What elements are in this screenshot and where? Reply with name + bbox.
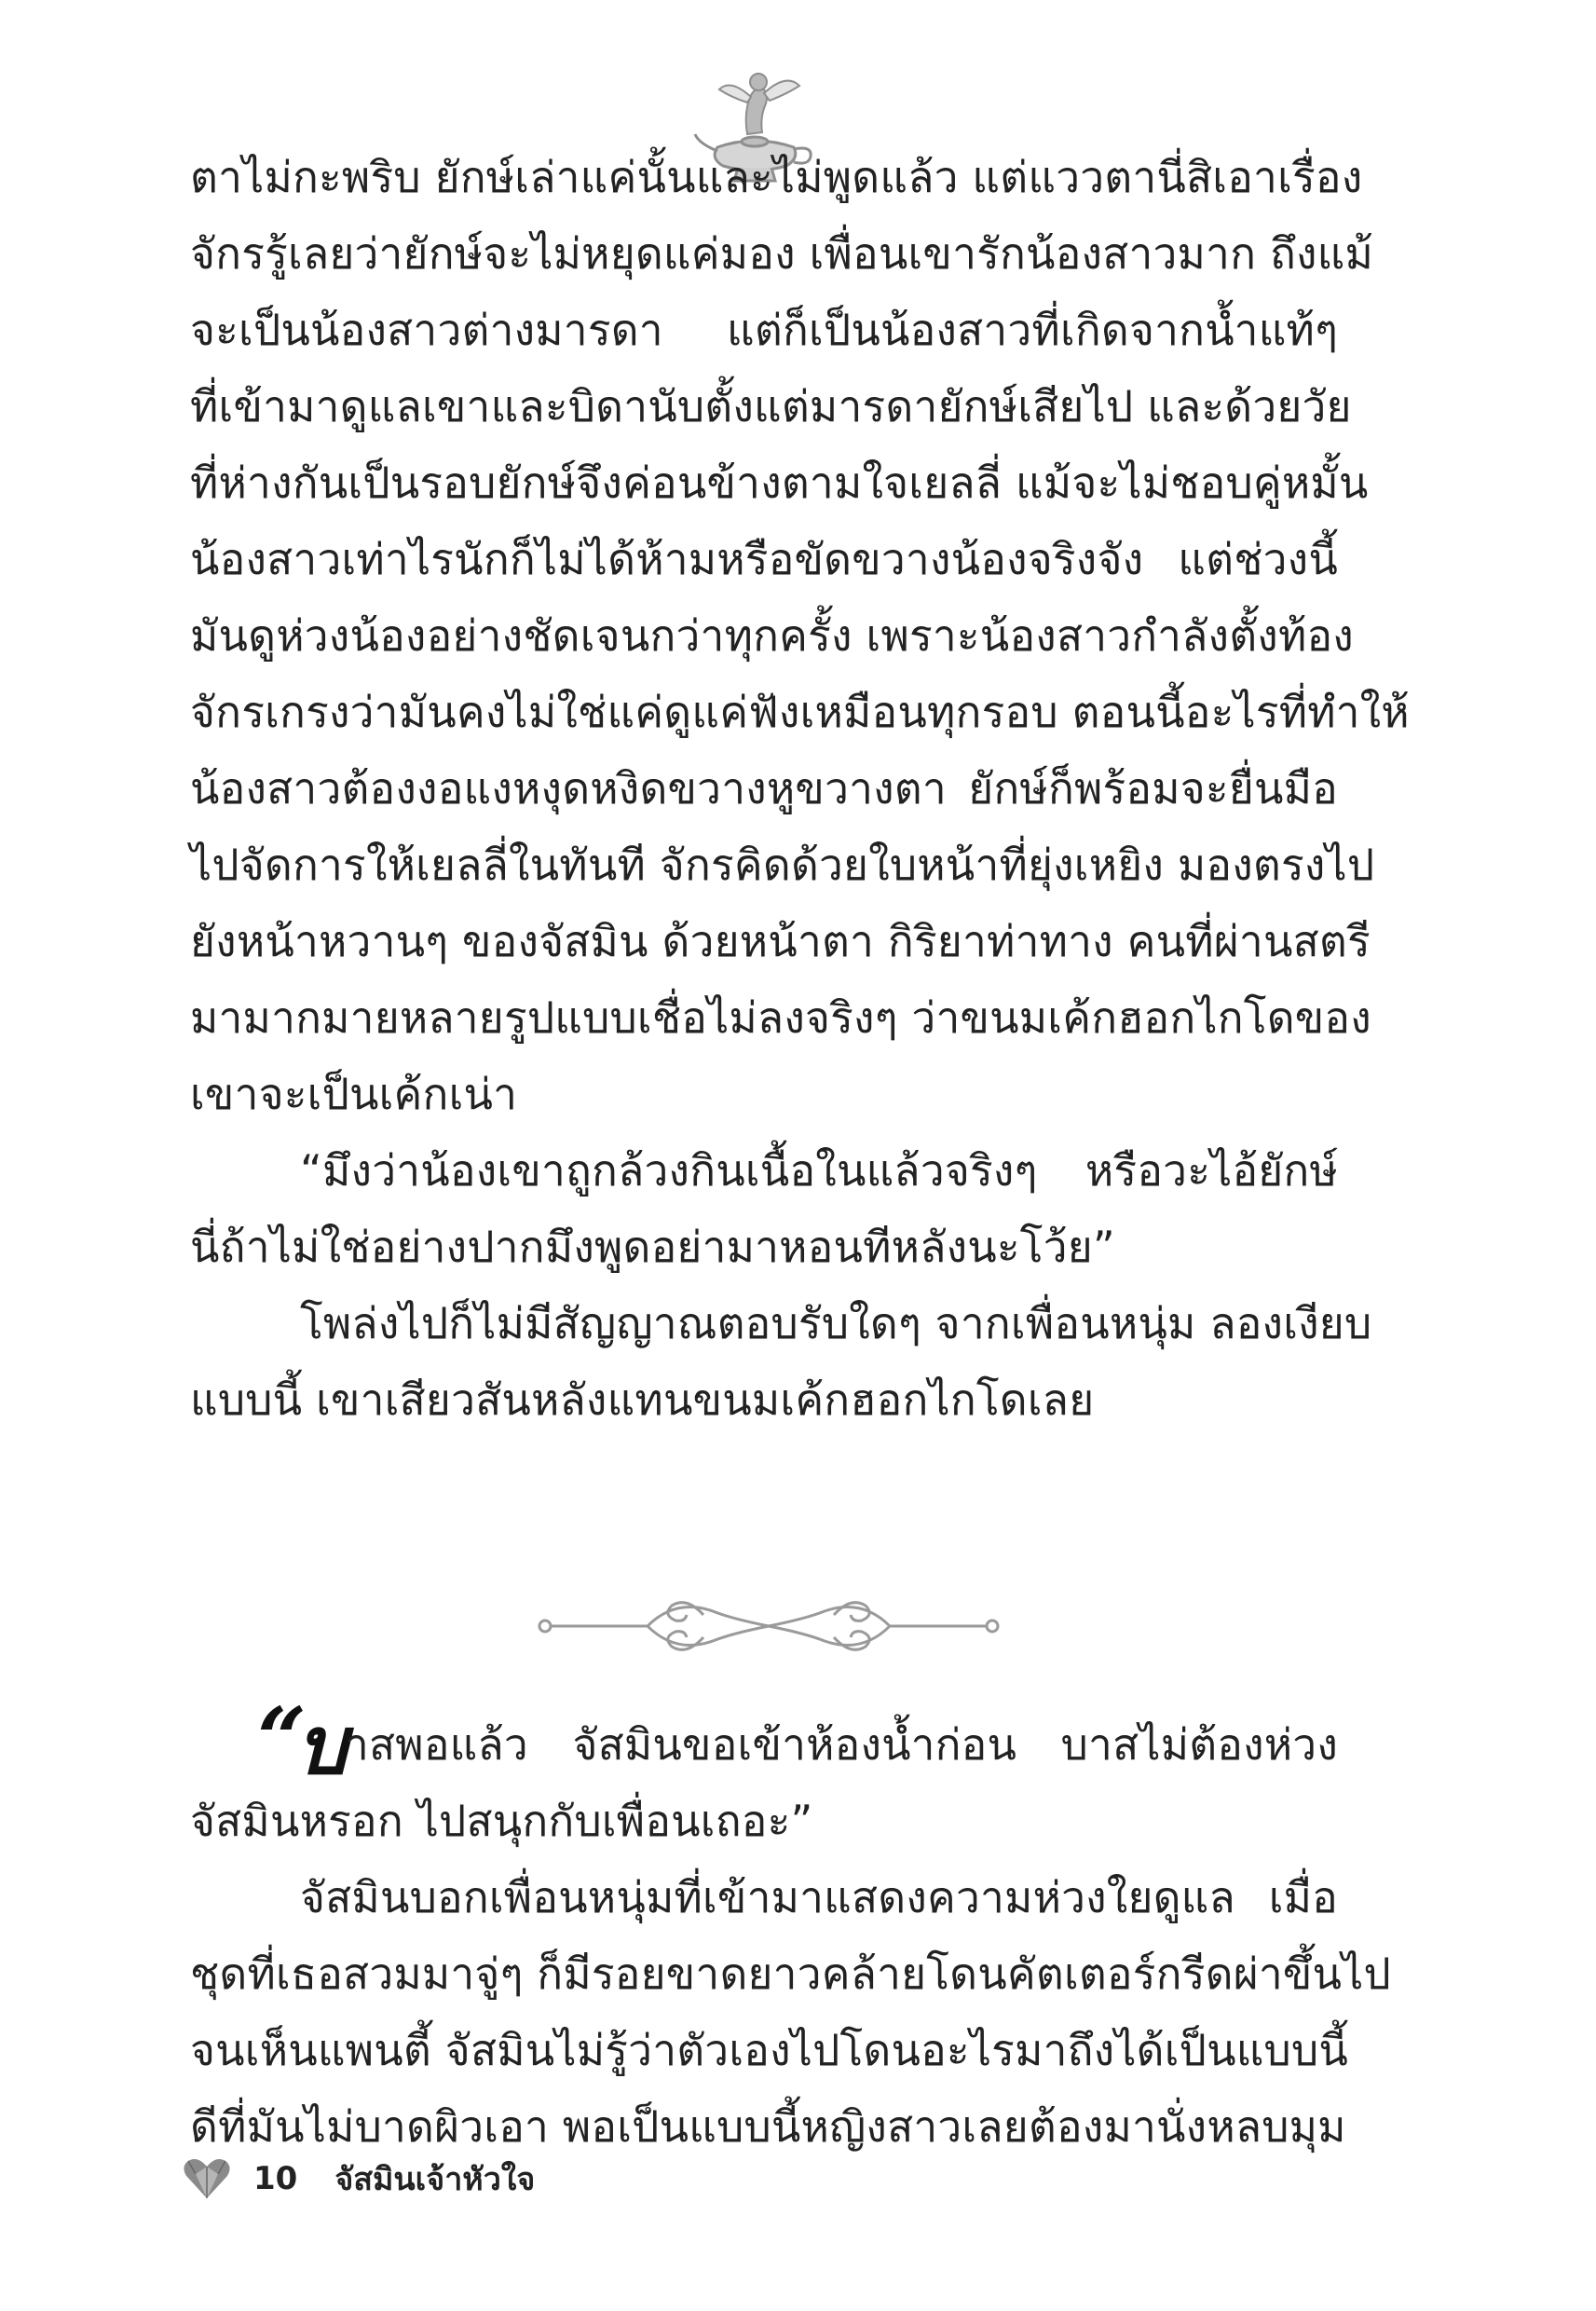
scroll-divider-ornament-icon [536,1589,1002,1663]
text-line: จนเห็นแพนตี้ จัสมินไม่รู้ว่าตัวเองไปโดนอะไรมาถึงได้เป็นแบบนี้ [190,2025,1349,2075]
dropcap-letter: บ [296,1699,348,1793]
text-line: โพล่งไปก็ไม่มีสัญญาณตอบรับใดๆ จากเพื่อนหนุ่ม ลองเงียบ [300,1298,1372,1348]
text-line: แบบนี้ เขาเสียวสันหลังแทนขนมเค้กฮอกไกโดเลย [190,1374,1095,1425]
text-line: น้องสาวต้องงอแงหงุดหงิดขวางหูขวางตา ยักษ์ก็พร้อมจะยื่นมือ [190,763,1338,814]
text-line: จักรเกรงว่ามันคงไม่ใช่แค่ดูแค่ฟังเหมือนทุกรอบ ตอนนี้อะไรที่ทำให้ [190,687,1410,737]
dialogue-line: นี่ถ้าไม่ใช่อย่างปากมึงพูดอย่ามาหอนทีหลังนะโว้ย” [190,1222,1115,1272]
dropcap-quote-mark: “ [257,1689,307,1789]
text-line: ตาไม่กะพริบ ยักษ์เล่าแค่นั้นและไม่พูดแล้ว แต่แววตานี่สิเอาเรื่อง [190,152,1363,202]
text-line: น้องสาวเท่าไรนักก็ไม่ได้ห้ามหรือขัดขวางน้องจริงจัง แต่ช่วงนี้ [190,534,1338,584]
text-line: ไปจัดการให้เยลลี่ในทันที จักรคิดด้วยใบหน้าที่ยุ่งเหยิง มองตรงไป [190,840,1375,890]
text-line: ดีที่มันไม่บาดผิวเอา พอเป็นแบบนี้หญิงสาวเลยต้องมานั่งหลบมุม [190,2101,1346,2152]
text-line: ที่ห่างกันเป็นรอบยักษ์จึงค่อนข้างตามใจเยลลี่ แม้จะไม่ชอบคู่หมั้น [190,458,1369,508]
text-line: จักรรู้เลยว่ายักษ์จะไม่หยุดแค่มอง เพื่อนเขารักน้องสาวมาก ถึงแม้ [190,228,1374,279]
text-line: จัสมินหรอก ไปสนุกกับเพื่อนเถอะ” [190,1796,813,1846]
book-title: จัสมินเจ้าหัวใจ [334,2161,536,2198]
text-line: ชุดที่เธอสวมมาจู่ๆ ก็มีรอยขาดยาวคล้ายโดนคัตเตอร์กรีดผ่าขึ้นไป [190,1949,1391,1999]
text-line: ที่เข้ามาดูแลเขาและบิดานับตั้งแต่มารดายักษ์เสียไป และด้วยวัย [190,381,1352,431]
text-line: จัสมินบอกเพื่อนหนุ่มที่เข้ามาแสดงความห่วงใยดูแล เมื่อ [300,1872,1338,1922]
text-line: าสพอแล้ว จัสมินขอเข้าห้องน้ำก่อน บาสไม่ต้องห่วง [345,1719,1338,1770]
text-line: มามากมายหลายรูปแบบเชื่อไม่ลงจริงๆ ว่าขนมเค้กฮอกไกโดของ [190,992,1371,1043]
text-line: มันดูห่วงน้องอย่างชัดเจนกว่าทุกครั้ง เพราะน้องสาวกำลังตั้งท้อง [190,610,1354,661]
text-line: ยังหน้าหวานๆ ของจัสมิน ด้วยหน้าตา กิริยาท่าทาง คนที่ผ่านสตรี [190,916,1371,966]
text-line: จะเป็นน้องสาวต่างมารดา แต่ก็เป็นน้องสาวที่เกิดจากน้ำแท้ๆ [190,305,1338,355]
page-number: 10 [253,2160,298,2197]
text-line-last: เขาจะเป็นเค้กเน่า [190,1069,518,1119]
page-footer [183,2151,535,2207]
dialogue-line: “มึงว่าน้องเขาถูกล้วงกินเนื้อในแล้วจริงๆ หรือวะไอ้ยักษ์ [300,1145,1338,1196]
heart-icon [183,2157,231,2200]
